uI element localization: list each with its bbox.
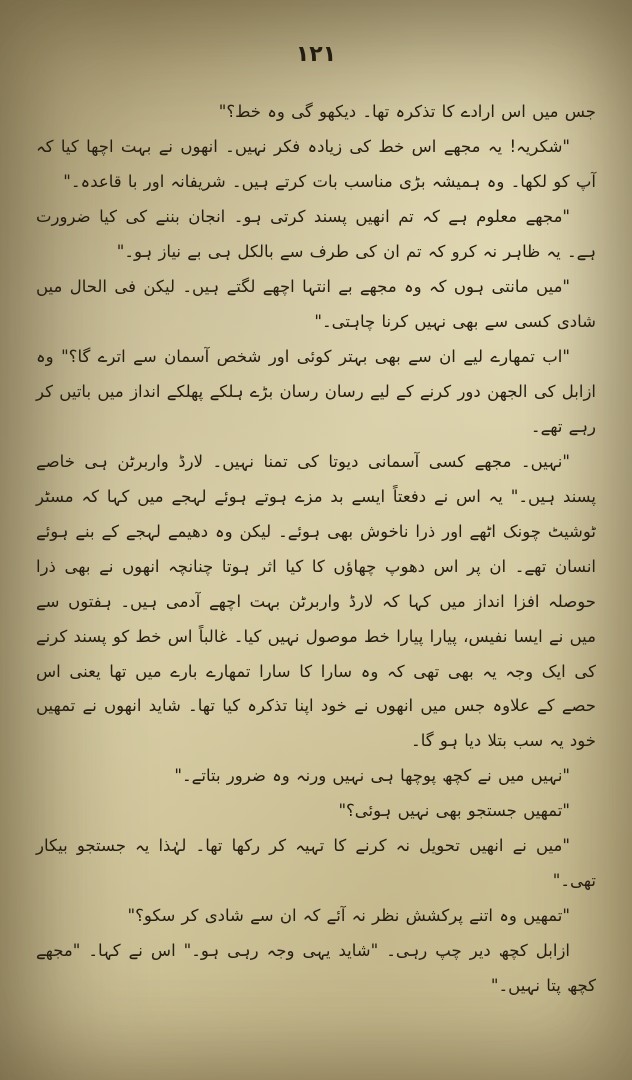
paragraph: "شکریہ! یہ مجھے اس خط کی زیادہ فکر نہیں۔ انھوں نے بہت اچھا کیا کہ آپ کو لکھا۔ وہ ہمیشہ بڑی مناسب بات کرتے ہیں۔ شریفانہ اور با قاعدہ۔" [36,136,596,191]
paragraph: "نہیں میں نے کچھ پوچھا ہی نہیں ورنہ وہ ضرور بتاتے۔" [174,766,570,786]
paragraph: "نہیں۔ مجھے کسی آسمانی دیوتا کی تمنا نہیں۔ لارڈ واربرٹن ہی خاصے پسند ہیں۔" یہ اس نے دفعتاً ایسے بد مزے ہوتے ہوئے لہجے میں کہا کہ مسٹر ٹوشیٹ چونک اٹھے اور ذرا ناخوش بھی ہوئے۔ لیکن وہ دھیمے لہجے کے بنے ہوئے انسان تھے۔ ان پر اس دھوپ چھاؤں کا کیا اثر ہوتا چنانچہ انھوں نے بھی ذرا حوصلہ افزا انداز میں کہا کہ لارڈ واربرٹن بہت اچھے آدمی ہیں۔ ہفتوں سے میں نے ایسا نفیس، پیارا پیارا خط موصول نہیں کیا۔ غالباً اس خط کو پسند کرنے کی ایک وجہ یہ بھی تھی کہ وہ سارا کا سارا تمھارے بارے میں تھا یعنی اس حصے کے علاوہ جس میں انھوں نے خود اپنا تذکرہ کیا تھا۔ شاید انھوں نے تمھیں خود یہ سب بتلا دیا ہو گا۔ [36,451,596,751]
paragraph: "اب تمھارے لیے ان سے بھی بہتر کوئی اور شخص آسمان سے اترے گا؟" وہ ازابل کی الجھن دور کرنے کے لیے رسان رسان بڑے ہلکے پھلکے انداز میں باتیں کر رہے تھے۔ [36,346,596,436]
paragraph: "تمھیں وہ اتنے پرکشش نظر نہ آئے کہ ان سے شادی کر سکو؟" [127,906,570,926]
paragraph: ازابل کچھ دیر چپ رہی۔ "شاید یہی وجہ رہی ہو۔" اس نے کہا۔ "مجھے کچھ پتا نہیں۔" [36,941,596,996]
paragraph: "مجھے معلوم ہے کہ تم انھیں پسند کرتی ہو۔ انجان بننے کی کیا ضرورت ہے۔ یہ ظاہر نہ کرو کہ تم ان کی طرف سے بالکل ہی بے نیاز ہو۔" [36,206,596,261]
paragraph: "تمھیں جستجو بھی نہیں ہوئی؟" [338,801,570,821]
paragraph: جس میں اس ارادے کا تذکرہ تھا۔ دیکھو گی وہ خط؟" [218,102,596,121]
paragraph: "میں مانتی ہوں کہ وہ مجھے بے انتہا اچھے لگتے ہیں۔ لیکن فی الحال میں شادی کسی سے بھی نہیں کرنا چاہتی۔" [36,276,596,331]
page-number: ۱۲۱ [295,42,337,67]
paragraph: "میں نے انھیں تحویل نہ کرنے کا تہیہ کر رکھا تھا۔ لہٰذا یہ جستجو بیکار تھی۔" [36,836,596,891]
text-block [36,95,596,1004]
